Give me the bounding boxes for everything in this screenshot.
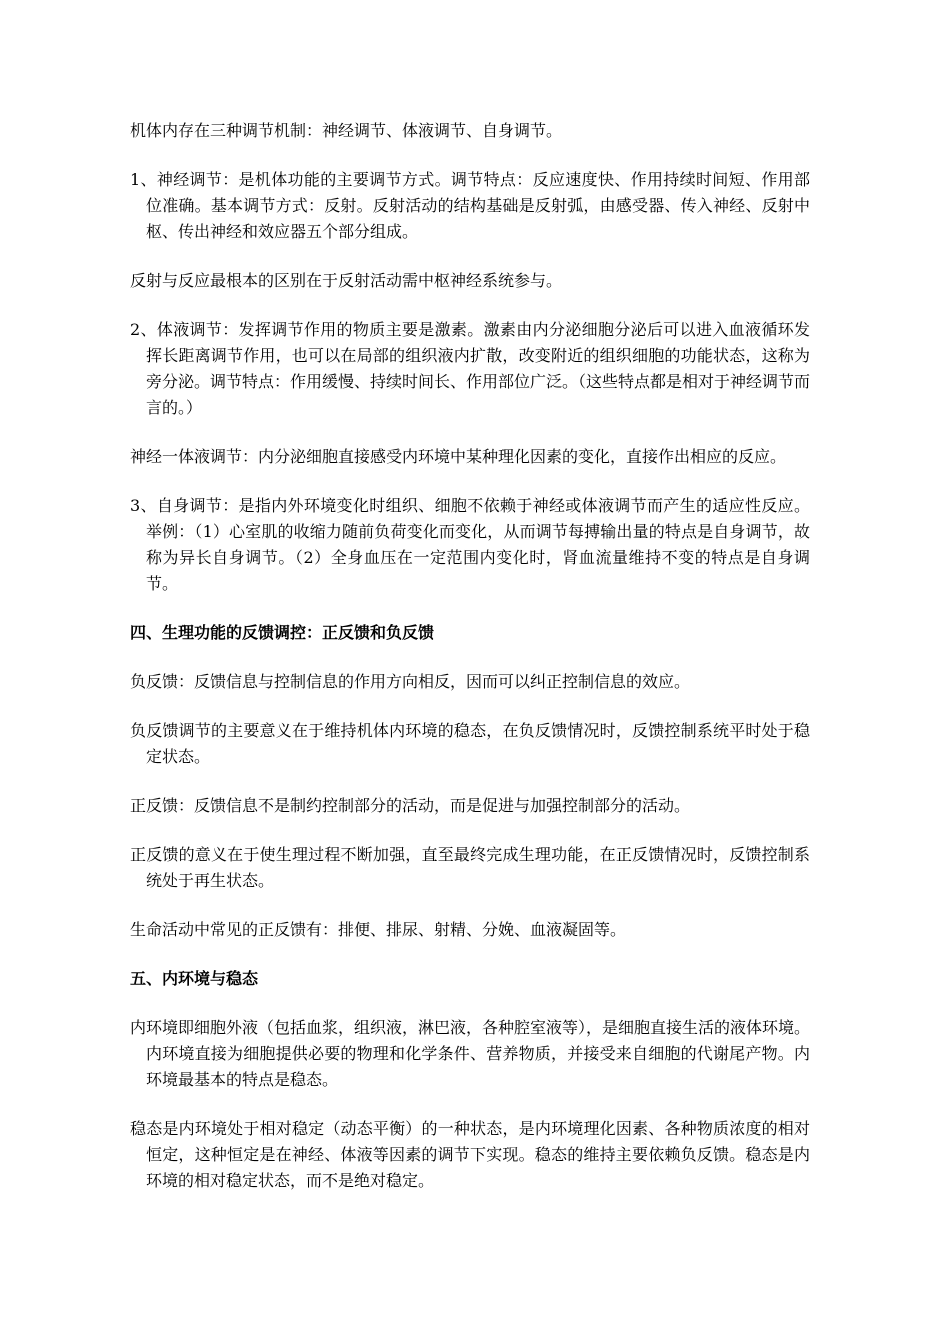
section-heading-homeostasis: 五、内环境与稳态	[130, 969, 259, 988]
paragraph-positive-feedback: 正反馈：反馈信息不是制约控制部分的活动，而是促进与加强控制部分的活动。	[130, 796, 691, 815]
paragraph-autoregulation: 3、自身调节：是指内外环境变化时组织、细胞不依赖于神经或体液调节而产生的适应性反应。举例：（1）心室肌的收缩力随前负荷变化而变化，从而调节每搏输出量的特点是自身调节，故称为异长自身调节。（2）全身血压在一定范围内变化时，肾血流量维持不变的特点是自身调节。	[130, 496, 810, 593]
paragraph-negative-feedback: 负反馈：反馈信息与控制信息的作用方向相反，因而可以纠正控制信息的效应。	[130, 672, 691, 691]
paragraph-negative-feedback-significance: 负反馈调节的主要意义在于维持机体内环境的稳态，在负反馈情况时，反馈控制系统平时处于稳定状态。	[130, 721, 810, 766]
paragraph-positive-feedback-examples: 生命活动中常见的正反馈有：排便、排尿、射精、分娩、血液凝固等。	[130, 920, 627, 939]
paragraph-humoral-regulation: 2、体液调节：发挥调节作用的物质主要是激素。激素由内分泌细胞分泌后可以进入血液循环发挥长距离调节作用，也可以在局部的组织液内扩散，改变附近的组织细胞的功能状态，这称为旁分泌。调节特点：作用缓慢、持续时间长、作用部位广泛。（这些特点都是相对于神经调节而言的。）	[130, 320, 811, 417]
paragraph-neural-regulation: 1、神经调节：是机体功能的主要调节方式。调节特点：反应速度快、作用持续时间短、作用部位准确。基本调节方式：反射。反射活动的结构基础是反射弧，由感受器、传入神经、反射中枢、传出神经和效应器五个部分组成。	[130, 170, 810, 241]
paragraph-internal-environment: 内环境即细胞外液（包括血浆，组织液，淋巴液，各种腔室液等），是细胞直接生活的液体环境。内环境直接为细胞提供必要的物理和化学条件、营养物质，并接受来自细胞的代谢尾产物。内环境最基本的特点是稳态。	[130, 1018, 811, 1089]
paragraph-homeostasis: 稳态是内环境处于相对稳定（动态平衡）的一种状态，是内环境理化因素、各种物质浓度的相对恒定，这种恒定是在神经、体液等因素的调节下实现。稳态的维持主要依赖负反馈。稳态是内环境的相对稳定状态，而不是绝对稳定。	[130, 1119, 810, 1190]
paragraph-neuro-humoral: 神经一体液调节：内分泌细胞直接感受内环境中某种理化因素的变化，直接作出相应的反应。	[130, 447, 787, 466]
document-page	[130, 118, 810, 1217]
paragraph-reflex-vs-reaction: 反射与反应最根本的区别在于反射活动需中枢神经系统参与。	[130, 271, 563, 290]
paragraph-positive-feedback-significance: 正反馈的意义在于使生理过程不断加强，直至最终完成生理功能，在正反馈情况时，反馈控制系统处于再生状态。	[130, 845, 810, 890]
section-heading-feedback: 四、生理功能的反馈调控：正反馈和负反馈	[130, 623, 435, 642]
paragraph-intro: 机体内存在三种调节机制：神经调节、体液调节、自身调节。	[130, 121, 563, 140]
